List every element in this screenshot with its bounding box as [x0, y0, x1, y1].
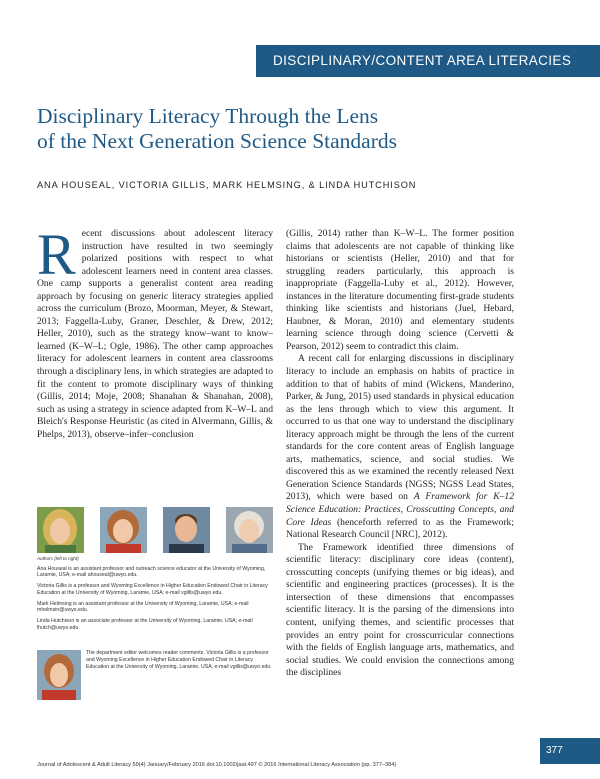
body-column-left	[37, 228, 273, 500]
paragraph-intro: ecent discussions about adolescent literacy instruction have resulted in two seemingly polarized positions with respect to what adolescent learners need in content area classes. One camp supports a generalist content area reading approach by focusing on generic literacy strategies applied across the curriculum (Brozo, Moorman, Meyer, & Stewart, 2013; Faggella-Luby, Graner, Deschler, & Drew, 2012; Heller, 2010), such as the strategy know–want to know–learned (K–W–L; Ogle, 1986). The other camp approaches literacy for adolescent learners in content area classrooms through a disciplinary lens, in which strategies are adapted to fit the content to promote disciplinary ways of thinking (Gillis, 2014; Moje, 2008; Shanahan & Shanahan, 2008), such as using a strategy in science adapted from K–W–L and Bleich's Response Heuristic (as cited in Alvermann, Gillis, & Phelps, 2013), observe–infer–conclusion	[37, 228, 273, 440]
author-photo-houseal	[37, 507, 84, 553]
paragraph-call-text: A recent call for enlarging discussions in disciplinary literacy to include an emphasis on habits of practice in addition to that of habits of mind (Wickens, Manderino, Parker, & Jung, 2015) used standards in physical education as the lens through which to view this argument. It occurred to us that one way to understand the disciplinary literacy approach might be through the lens of the current standards for the core content areas of English language arts, mathematics, science, and social studies. We discovered this as we examined the recently released Next Generation Science Standards (NGSS; NGSS Lead States, 2013), which were based on	[286, 353, 514, 503]
author-photo-helmsing	[163, 507, 210, 553]
title-line-1: Disciplinary Literacy Through the Lens	[37, 104, 379, 128]
author-photo-hutchison	[226, 507, 273, 553]
editor-photo	[37, 650, 81, 700]
drop-cap: R	[37, 228, 76, 287]
editor-note: The department editor welcomes reader comments. Victoria Gillis is a professor and Wyoming Excellence in Higher Education Endowed Chair in Literacy Education at the University of Wyoming, Laramie, USA; e-mail vgillis@uwyo.edu.	[86, 650, 272, 670]
paragraph-framework: The Framework identified three dimensions of scientific literacy: disciplinary core ideas (content), crosscutting concepts (unifying themes or big ideas), and scientific and engineering practices (processes). It is the intersection of these dimensions that encompasses scientific literacy. It is the parsing of the dimensions into content, unifying themes, and scientific processes that provides an entry point for crosscurricular connections with the fields of English language arts, mathematics, and social studies. We could envision the connections among the disciplines	[286, 541, 514, 679]
journal-footer: Journal of Adolescent & Adult Literacy 59(4) January/February 2016 doi:10.1002/jaal.497 © 2016 International Literacy Association (pp. 377–384)	[37, 762, 397, 768]
bio-helmsing: Mark Helmsing is an assistant professor at the University of Wyoming, Laramie, USA; e-mail mhelmsin@uwyo.edu.	[37, 600, 249, 614]
bio-gillis: Victoria Gillis is a professor and Wyoming Excellence in Higher Education Endowed Chair in Literacy Education at the University of Wyoming, Laramie, USA; e-mail vgillis@uwyo.edu.	[37, 583, 268, 596]
photo-caption: Authors (left to right)	[37, 556, 79, 561]
author-bios	[37, 556, 273, 635]
paragraph-call-tail: (henceforth referred to as the Framework; National Research Council [NRC], 2012).	[286, 516, 514, 541]
article-title	[37, 104, 517, 154]
title-line-2: of the Next Generation Science Standards	[37, 129, 397, 153]
paragraph-call	[286, 353, 514, 541]
author-byline: ANA HOUSEAL, VICTORIA GILLIS, MARK HELMSING, & LINDA HUTCHISON	[37, 180, 417, 190]
author-photos	[37, 507, 273, 553]
page-number: 377	[540, 738, 600, 764]
section-banner: DISCIPLINARY/CONTENT AREA LITERACIES	[256, 45, 600, 77]
body-column-right	[286, 228, 514, 758]
framework-title: A Framework for K–12 Science Education: Practices, Crosscutting Concepts, and Core Ideas	[286, 491, 514, 528]
paragraph-continued: (Gillis, 2014) rather than K–W–L. The former position claims that adolescents are not capable of thinking like historians or scientists (Heller, 2010) and that for struggling readers particularly, this approach is inappropriate (Faggella-Luby et al., 2012). However, instances in the literature documenting first-grade students thinking like scientists and historians (Juel, Hebard, Haubner, & Moran, 2010) and elementary students learning science through doing science (Cervetti & Pearson, 2012) seem to contradict this claim.	[286, 228, 514, 352]
department-editor-box	[37, 650, 273, 712]
bio-hutchison: Linda Hutchison is an associate professor at the University of Wyoming, Laramie, USA; e-mail lhutch@uwyo.edu.	[37, 617, 253, 631]
bio-houseal: Ana Houseal is an assistant professor and outreach science educator at the University of Wyoming, Laramie, USA; e-mail ahouseal@uwyo.edu.	[37, 565, 266, 579]
author-photo-gillis	[100, 507, 147, 553]
